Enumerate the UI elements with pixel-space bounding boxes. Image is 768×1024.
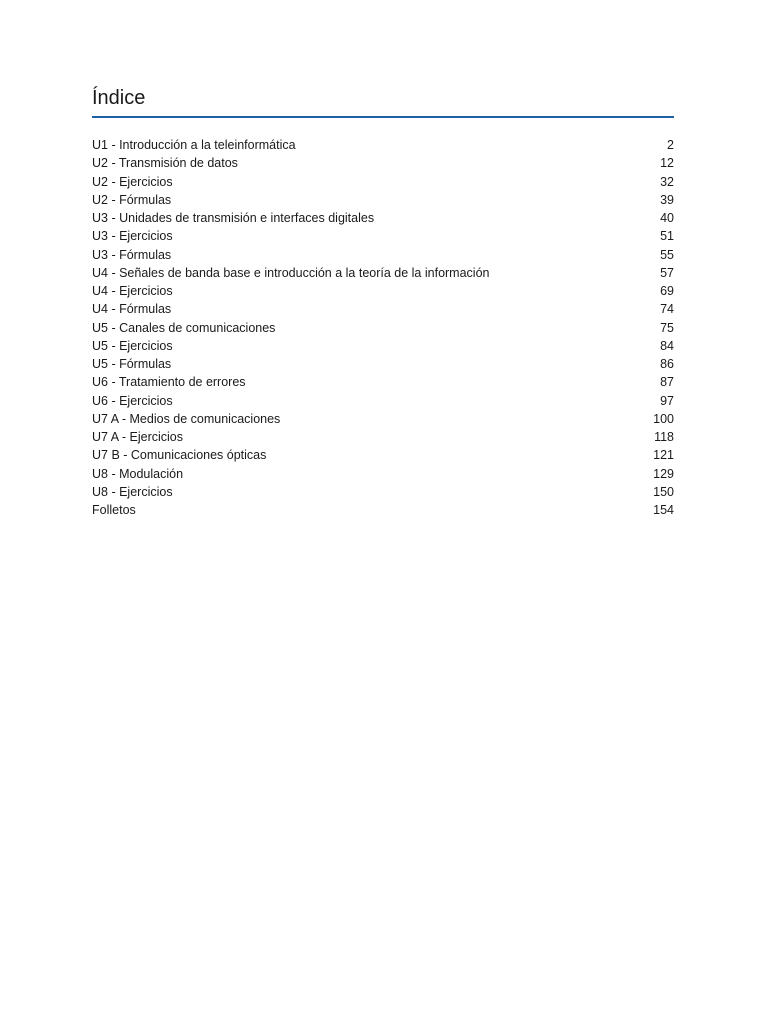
toc-row[interactable] xyxy=(92,136,674,154)
toc-row[interactable] xyxy=(92,282,674,300)
toc-row[interactable] xyxy=(92,227,674,245)
toc-page-number: 121 xyxy=(653,448,674,463)
toc-page-number: 118 xyxy=(654,430,674,444)
toc-entry-label[interactable]: U8 - Ejercicios xyxy=(92,484,173,499)
toc-row[interactable] xyxy=(92,428,674,446)
toc-page-number: 55 xyxy=(660,247,674,262)
toc-row[interactable] xyxy=(92,501,674,519)
toc-entry-label[interactable]: U4 - Señales de banda base e introducción a la teoría de la información xyxy=(92,265,490,280)
toc-row[interactable] xyxy=(92,337,674,355)
toc-entry-label[interactable]: U5 - Ejercicios xyxy=(92,338,173,353)
toc-entry-label[interactable]: U2 - Fórmulas xyxy=(92,192,172,207)
toc-page-number: 84 xyxy=(660,338,674,353)
toc-entry-label[interactable]: U6 - Tratamiento de errores xyxy=(92,375,246,390)
toc-row[interactable] xyxy=(92,373,674,391)
toc-row[interactable] xyxy=(92,483,674,501)
toc-page-number: 150 xyxy=(653,484,674,499)
toc-page-number: 86 xyxy=(660,357,674,371)
toc-entry-label[interactable]: U5 - Canales de comunicaciones xyxy=(92,320,276,335)
table-of-contents xyxy=(92,84,674,519)
toc-row[interactable] xyxy=(92,446,674,464)
toc-entry-label[interactable]: U4 - Fórmulas xyxy=(92,302,172,317)
toc-row[interactable] xyxy=(92,319,674,337)
toc-entry-label[interactable]: U3 - Ejercicios xyxy=(92,229,173,244)
toc-entry-label[interactable]: U5 - Fórmulas xyxy=(92,357,172,371)
toc-page-number: 97 xyxy=(660,393,674,408)
toc-entry-label[interactable]: U7 A - Ejercicios xyxy=(92,430,184,444)
toc-entry-label[interactable]: U3 - Unidades de transmisión e interfaces digitales xyxy=(92,211,375,225)
toc-entry-label[interactable]: U6 - Ejercicios xyxy=(92,393,173,408)
toc-entry-label[interactable]: U7 A - Medios de comunicaciones xyxy=(92,411,281,426)
toc-page-number: 129 xyxy=(653,466,674,481)
toc-row[interactable] xyxy=(92,264,674,282)
toc-row[interactable] xyxy=(92,465,674,483)
toc-page-number: 87 xyxy=(660,375,674,390)
title-divider xyxy=(92,116,674,118)
toc-row[interactable] xyxy=(92,173,674,191)
toc-row[interactable] xyxy=(92,154,674,172)
toc-entry-label[interactable]: U7 B - Comunicaciones ópticas xyxy=(92,448,267,463)
toc-page-number: 154 xyxy=(653,503,674,517)
toc-row[interactable] xyxy=(92,355,674,373)
toc-page-number: 32 xyxy=(660,174,674,189)
toc-row[interactable] xyxy=(92,191,674,209)
toc-page-number: 75 xyxy=(660,320,674,335)
toc-page-number: 57 xyxy=(660,265,674,280)
toc-entry-label[interactable]: U4 - Ejercicios xyxy=(92,284,173,298)
toc-page-number: 39 xyxy=(660,192,674,207)
toc-page-number: 74 xyxy=(660,302,674,317)
toc-page-number: 100 xyxy=(653,411,674,426)
toc-entry-label[interactable]: U8 - Modulación xyxy=(92,466,184,481)
toc-entry-label[interactable]: U2 - Ejercicios xyxy=(92,174,173,189)
toc-page-number: 12 xyxy=(660,156,674,171)
toc-row[interactable] xyxy=(92,209,674,227)
toc-entry-label[interactable]: U2 - Transmisión de datos xyxy=(92,156,238,171)
toc-entry-label[interactable]: U1 - Introducción a la teleinformática xyxy=(92,138,296,152)
toc-row[interactable] xyxy=(92,392,674,410)
toc-row[interactable] xyxy=(92,410,674,428)
toc-page-number: 51 xyxy=(660,229,674,244)
toc-title: Índice xyxy=(92,87,146,109)
toc-entry-label[interactable]: Folletos xyxy=(92,503,136,517)
toc-row[interactable] xyxy=(92,246,674,264)
toc-list xyxy=(92,136,674,519)
toc-entry-label[interactable]: U3 - Fórmulas xyxy=(92,247,172,262)
toc-page-number: 40 xyxy=(660,211,674,225)
toc-page-number: 2 xyxy=(667,138,674,152)
toc-row[interactable] xyxy=(92,300,674,318)
toc-page-number: 69 xyxy=(660,284,674,298)
